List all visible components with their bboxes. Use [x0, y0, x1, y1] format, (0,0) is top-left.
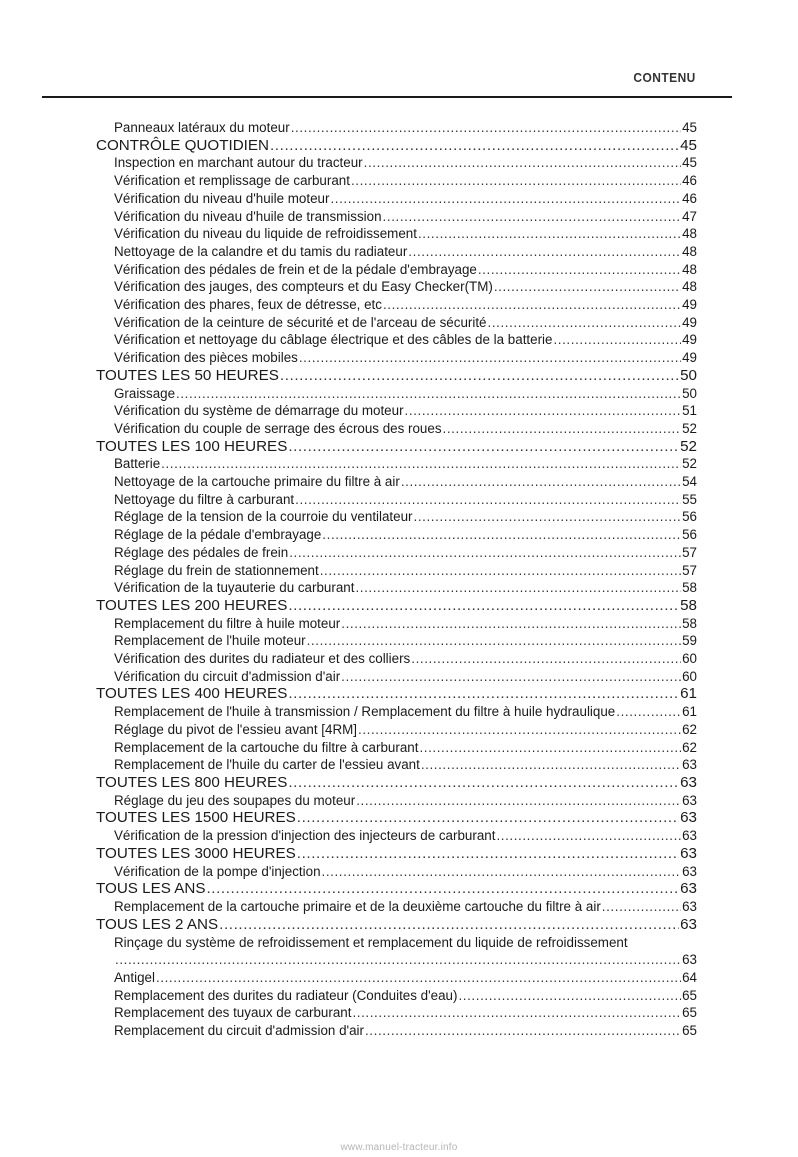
toc-leader-dots: [307, 632, 681, 650]
toc-leader-dots: [496, 827, 681, 845]
toc-page-number: 52: [682, 420, 697, 436]
toc-entry-row: [96, 792, 697, 810]
toc-entry-title: Remplacement de la cartouche du filtre à carburant: [114, 739, 419, 755]
toc-entry-title: Rinçage du système de refroidissement et remplacement du liquide de refroidissement: [114, 934, 628, 950]
toc-entry-row: [96, 544, 697, 562]
toc-entry-row: [96, 402, 697, 420]
toc-section-row: [96, 916, 697, 934]
toc-leader-dots: [553, 331, 681, 349]
toc-entry-title: Inspection en marchant autour du tracteur: [114, 155, 363, 171]
toc-leader-dots: [356, 792, 681, 810]
toc-leader-dots: [411, 650, 681, 668]
toc-entry-title: Vérification des pédales de frein et de la pédale d'embrayage: [114, 261, 477, 277]
toc-page-number: 63: [680, 809, 697, 827]
toc-entry-row: [96, 261, 697, 279]
toc-entry-title: Remplacement de l'huile du carter de l'essieu avant: [114, 757, 420, 773]
toc-leader-dots: [401, 473, 681, 491]
toc-leader-dots: [280, 367, 679, 385]
toc-entry-row: [96, 225, 697, 243]
toc-leader-dots: [219, 916, 679, 934]
toc-entry-row: [96, 190, 697, 208]
toc-entry-title: Réglage de la pédale d'embrayage: [114, 527, 322, 543]
toc-leader-dots: [419, 739, 681, 757]
toc-entry-title: Nettoyage de la cartouche primaire du filtre à air: [114, 474, 400, 490]
toc-page-number: 52: [680, 437, 697, 455]
toc-entry-row: [96, 863, 697, 881]
toc-leader-dots: [358, 721, 681, 739]
toc-page-number: 51: [682, 403, 697, 419]
toc-page-number: 46: [682, 190, 697, 206]
toc-entry-title: TOUTES LES 3000 HEURES: [96, 844, 296, 862]
toc-entry-row: [96, 562, 697, 580]
toc-page-number: 63: [680, 773, 697, 791]
toc-entry-title: Vérification du système de démarrage du moteur: [114, 403, 404, 419]
toc-leader-dots: [295, 491, 681, 509]
toc-page-number: 61: [680, 685, 697, 703]
toc-entry-title: TOUS LES 2 ANS: [96, 915, 219, 933]
toc-leader-dots: [161, 455, 681, 473]
toc-page-number: 50: [682, 385, 697, 401]
toc-page-number: 48: [682, 279, 697, 295]
toc-entry-title: Réglage du jeu des soupapes du moteur: [114, 792, 356, 808]
toc-leader-dots: [414, 508, 682, 526]
toc-leader-dots: [383, 296, 681, 314]
toc-entry-row: [96, 721, 697, 739]
toc-page-number: 56: [682, 527, 697, 543]
toc-page-number: 57: [682, 562, 697, 578]
toc-leader-dots: [320, 562, 681, 580]
toc-entry-title: Nettoyage du filtre à carburant: [114, 491, 295, 507]
toc-page-number: 58: [680, 596, 697, 614]
toc-section-row: [96, 137, 697, 155]
toc-entry-row: [96, 331, 697, 349]
toc-entry-title: TOUS LES ANS: [96, 880, 206, 898]
toc-entry-title: Réglage de la tension de la courroie du ventilateur: [114, 509, 413, 525]
toc-leader-dots: [494, 278, 681, 296]
toc-leader-dots: [341, 668, 681, 686]
toc-leader-dots: [458, 987, 681, 1005]
toc-leader-dots: [115, 951, 681, 969]
toc-page-number: 63: [682, 863, 697, 879]
toc-entry-row: [96, 739, 697, 757]
toc-entry-row: [96, 703, 697, 721]
toc-page-number: 45: [680, 136, 697, 154]
toc-entry-row: [96, 615, 697, 633]
toc-leader-dots: [297, 845, 679, 863]
toc-leader-dots: [341, 615, 681, 633]
header-rule: [42, 96, 732, 98]
toc-page-number: 61: [682, 704, 697, 720]
toc-entry-title: Vérification de la pompe d'injection: [114, 863, 321, 879]
toc-leader-dots: [206, 880, 679, 898]
toc-entry-title: Panneaux latéraux du moteur: [114, 120, 290, 135]
toc-entry-row: [96, 208, 697, 226]
toc-page-number: 59: [682, 633, 697, 649]
toc-page-number: 60: [682, 651, 697, 667]
toc-page-number: 54: [682, 474, 697, 490]
toc-entry-title: Vérification des durites du radiateur et des colliers: [114, 651, 411, 667]
toc-entry-title: Réglage des pédales de frein: [114, 544, 289, 560]
toc-entry-title: Vérification du circuit d'admission d'air: [114, 668, 341, 684]
toc-page-number: 45: [682, 155, 697, 171]
toc-page-number: 49: [682, 296, 697, 312]
toc-leader-dots: [351, 172, 681, 190]
toc-entry-title: Batterie: [114, 456, 161, 472]
toc-section-row: [96, 845, 697, 863]
toc-entry-row: [96, 969, 697, 987]
toc-page-number: 47: [682, 208, 697, 224]
toc-leader-dots: [156, 969, 681, 987]
toc-leader-dots: [322, 863, 682, 881]
toc-leader-dots: [383, 208, 682, 226]
toc-entry-title: Vérification du niveau du liquide de refroidissement: [114, 226, 417, 242]
toc-entry-row: [96, 491, 697, 509]
toc-leader-dots: [365, 1022, 681, 1040]
toc-page-number: 62: [682, 721, 697, 737]
toc-entry-title: TOUTES LES 800 HEURES: [96, 773, 288, 791]
toc-leader-dots: [355, 579, 681, 597]
toc-page-number: 48: [682, 261, 697, 277]
toc-page-number: 60: [682, 668, 697, 684]
toc-entry-row: [96, 420, 697, 438]
toc-entry-row: [96, 650, 697, 668]
toc-page-number: 63: [680, 880, 697, 898]
toc-page-number: 48: [682, 243, 697, 259]
toc-leader-dots: [330, 190, 681, 208]
toc-entry-title: Vérification de la ceinture de sécurité et de l'arceau de sécurité: [114, 314, 487, 330]
toc-leader-dots: [616, 703, 681, 721]
footer-watermark: www.manuel-tracteur.info: [340, 1142, 458, 1153]
toc-page-number: 63: [682, 757, 697, 773]
toc-entry-title: TOUTES LES 200 HEURES: [96, 596, 288, 614]
toc-section-row: [96, 774, 697, 792]
toc-entry-row: [96, 296, 697, 314]
toc-entry-title: Vérification du niveau d'huile de transmission: [114, 208, 382, 224]
toc-page-number: 58: [682, 615, 697, 631]
toc-entry-title: TOUTES LES 50 HEURES: [96, 366, 279, 384]
toc-entry-row: [96, 119, 697, 137]
toc-entry-title: Vérification de la tuyauterie du carburant: [114, 580, 355, 596]
toc-entry-row: [96, 473, 697, 491]
toc-entry-title: Vérification du niveau d'huile moteur: [114, 190, 330, 206]
toc-page-number: 49: [682, 314, 697, 330]
toc-entry-title: TOUTES LES 400 HEURES: [96, 685, 288, 703]
toc-entry-title: Vérification et remplissage de carburant: [114, 173, 350, 189]
toc-entry-row: [96, 385, 697, 403]
toc-entry-row: [96, 898, 697, 916]
toc-page-number: 46: [682, 173, 697, 189]
toc-entry-row: [96, 154, 697, 172]
toc-section-row: [96, 367, 697, 385]
toc-entry-title: Remplacement de l'huile moteur: [114, 633, 306, 649]
toc-entry-title: Réglage du pivot de l'essieu avant [4RM]: [114, 721, 357, 737]
toc-entry-title: TOUTES LES 1500 HEURES: [96, 809, 296, 827]
toc-entry-title: Nettoyage de la calandre et du tamis du radiateur: [114, 243, 408, 259]
toc-page-number: 64: [682, 970, 697, 986]
toc-leader-dots: [299, 349, 681, 367]
toc-entry-row: [96, 668, 697, 686]
toc-section-row: [96, 685, 697, 703]
toc-entry-row: [96, 278, 697, 296]
toc-page-number: 52: [682, 456, 697, 472]
toc-leader-dots: [408, 243, 681, 261]
toc-page-number: 48: [682, 226, 697, 242]
toc-entry-title: Vérification du couple de serrage des écrous des roues: [114, 420, 442, 436]
toc-entry-row: [96, 756, 697, 774]
table-of-contents: [96, 119, 697, 1040]
toc-leader-dots: [352, 1004, 681, 1022]
toc-page-number: 49: [682, 332, 697, 348]
toc-entry-title: TOUTES LES 100 HEURES: [96, 437, 288, 455]
toc-entry-title: Remplacement du filtre à huile moteur: [114, 615, 341, 631]
toc-entry-row: [96, 579, 697, 597]
toc-entry-row: [96, 526, 697, 544]
toc-page-number: 63: [682, 828, 697, 844]
toc-page-number: 56: [682, 509, 697, 525]
toc-entry-row: [96, 1004, 697, 1022]
toc-leader-dots: [421, 756, 681, 774]
toc-leader-dots: [289, 544, 681, 562]
toc-entry-title: Vérification des pièces mobiles: [114, 350, 298, 366]
toc-section-row: [96, 880, 697, 898]
toc-page-number: 63: [682, 952, 697, 968]
toc-leader-dots: [288, 597, 679, 615]
toc-entry-title: Remplacement de l'huile à transmission / Remplacement du filtre à huile hydraulique: [114, 704, 616, 720]
toc-entry-row: [96, 951, 697, 969]
toc-page-number: 55: [682, 491, 697, 507]
toc-page-number: 49: [682, 350, 697, 366]
toc-leader-dots: [322, 526, 681, 544]
toc-entry-row: [96, 243, 697, 261]
toc-leader-dots: [478, 261, 681, 279]
toc-entry-title: Remplacement du circuit d'admission d'air: [114, 1023, 364, 1039]
section-header-label: CONTENU: [633, 70, 696, 85]
toc-entry-title: Antigel: [114, 970, 155, 986]
toc-leader-dots: [364, 154, 681, 172]
toc-leader-dots: [405, 402, 682, 420]
toc-page-number: 63: [680, 915, 697, 933]
toc-page-number: 65: [682, 1023, 697, 1039]
toc-leader-dots: [443, 420, 682, 438]
toc-leader-dots: [288, 685, 679, 703]
toc-entry-title: CONTRÔLE QUOTIDIEN: [96, 136, 269, 154]
toc-leader-dots: [288, 438, 679, 456]
toc-entry-row: [96, 172, 697, 190]
toc-entry-row: [96, 987, 697, 1005]
toc-leader-dots: [288, 774, 679, 792]
toc-leader-dots: [418, 225, 681, 243]
toc-page-number: 62: [682, 739, 697, 755]
toc-section-row: [96, 809, 697, 827]
toc-page-number: 50: [680, 366, 697, 384]
toc-entry-title: Remplacement de la cartouche primaire et de la deuxième cartouche du filtre à air: [114, 899, 601, 915]
toc-page-number: 57: [682, 544, 697, 560]
toc-leader-dots: [270, 137, 679, 155]
toc-entry-title: Vérification des phares, feux de détresse, etc: [114, 296, 382, 312]
toc-page-number: 65: [682, 987, 697, 1003]
toc-entry-row: [96, 314, 697, 332]
toc-section-row: [96, 597, 697, 615]
toc-entry-row: [96, 349, 697, 367]
toc-entry-title: Remplacement des tuyaux de carburant: [114, 1005, 352, 1021]
toc-entry-row: [96, 508, 697, 526]
toc-entry-row: [96, 455, 697, 473]
toc-entry-title: Vérification des jauges, des compteurs et du Easy Checker(TM): [114, 279, 493, 295]
toc-entry-row: [96, 827, 697, 845]
toc-page-number: 65: [682, 1005, 697, 1021]
toc-page-number: 58: [682, 580, 697, 596]
toc-entry-row: [96, 632, 697, 650]
toc-entry-row: [96, 934, 697, 952]
toc-entry-title: Réglage du frein de stationnement: [114, 562, 319, 578]
toc-page-number: 63: [682, 899, 697, 915]
toc-entry-title: Vérification de la pression d'injection des injecteurs de carburant: [114, 828, 496, 844]
toc-page-number: 45: [682, 120, 697, 135]
toc-entry-title: Vérification et nettoyage du câblage électrique et des câbles de la batterie: [114, 332, 553, 348]
toc-page-number: 63: [680, 844, 697, 862]
toc-entry-title: Graissage: [114, 385, 176, 401]
toc-leader-dots: [291, 119, 681, 137]
toc-leader-dots: [297, 809, 679, 827]
toc-page-number: 63: [682, 792, 697, 808]
toc-section-row: [96, 438, 697, 456]
toc-entry-row: [96, 1022, 697, 1040]
toc-leader-dots: [602, 898, 681, 916]
toc-leader-dots: [176, 385, 681, 403]
toc-entry-title: Remplacement des durites du radiateur (Conduites d'eau): [114, 987, 458, 1003]
toc-leader-dots: [488, 314, 682, 332]
